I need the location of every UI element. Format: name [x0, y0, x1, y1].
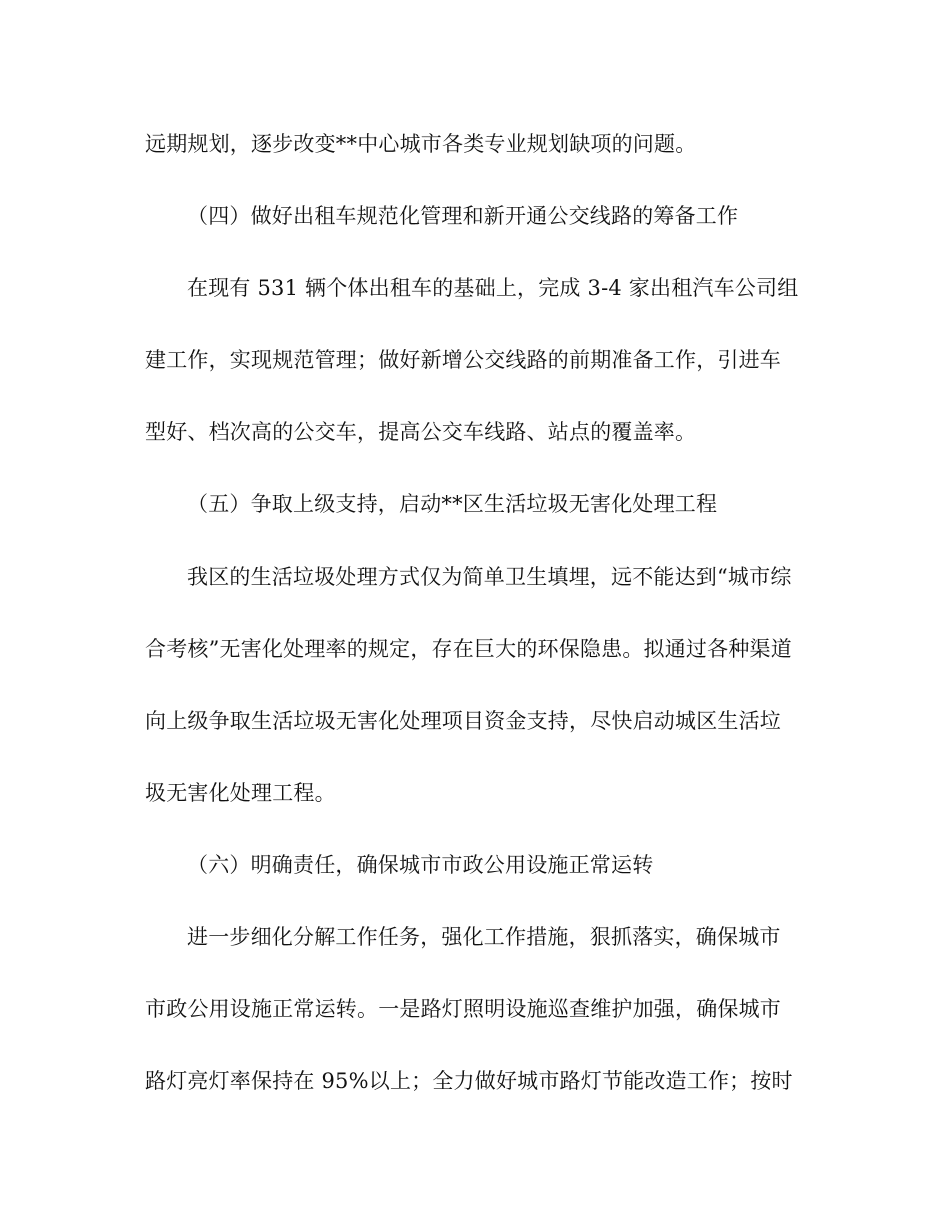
text-line: 合考核”无害化处理率的规定，存在巨大的环保隐患。拟通过各种渠道	[145, 637, 792, 661]
section-heading: （六）明确责任，确保城市市政公用设施正常运转	[187, 853, 654, 877]
section-heading: （四）做好出租车规范化管理和新开通公交线路的筹备工作	[187, 204, 739, 228]
text-line: 建工作，实现规范管理；做好新增公交线路的前期准备工作，引进车	[145, 348, 781, 372]
section-heading: （五）争取上级支持，启动**区生活垃圾无害化处理工程	[187, 492, 718, 516]
text-line: 型好、档次高的公交车，提高公交车线路、站点的覆盖率。	[145, 420, 697, 444]
text-line: 向上级争取生活垃圾无害化处理项目资金支持，尽快启动城区生活垃	[145, 709, 781, 733]
paragraph-first-line: 进一步细化分解工作任务，强化工作措施，狠抓落实，确保城市	[187, 925, 781, 949]
text-line: 远期规划，逐步改变**中心城市各类专业规划缺项的问题。	[145, 132, 697, 156]
text-line: 路灯亮灯率保持在 95%以上；全力做好城市路灯节能改造工作；按时	[145, 1069, 793, 1093]
text-line: 市政公用设施正常运转。一是路灯照明设施巡查维护加强，确保城市	[145, 997, 781, 1021]
text-line: 圾无害化处理工程。	[145, 781, 336, 805]
paragraph-first-line: 在现有 531 辆个体出租车的基础上，完成 3-4 家出租汽车公司组	[187, 276, 799, 300]
paragraph-first-line: 我区的生活垃圾处理方式仅为简单卫生填埋，远不能达到“城市综	[187, 565, 792, 589]
